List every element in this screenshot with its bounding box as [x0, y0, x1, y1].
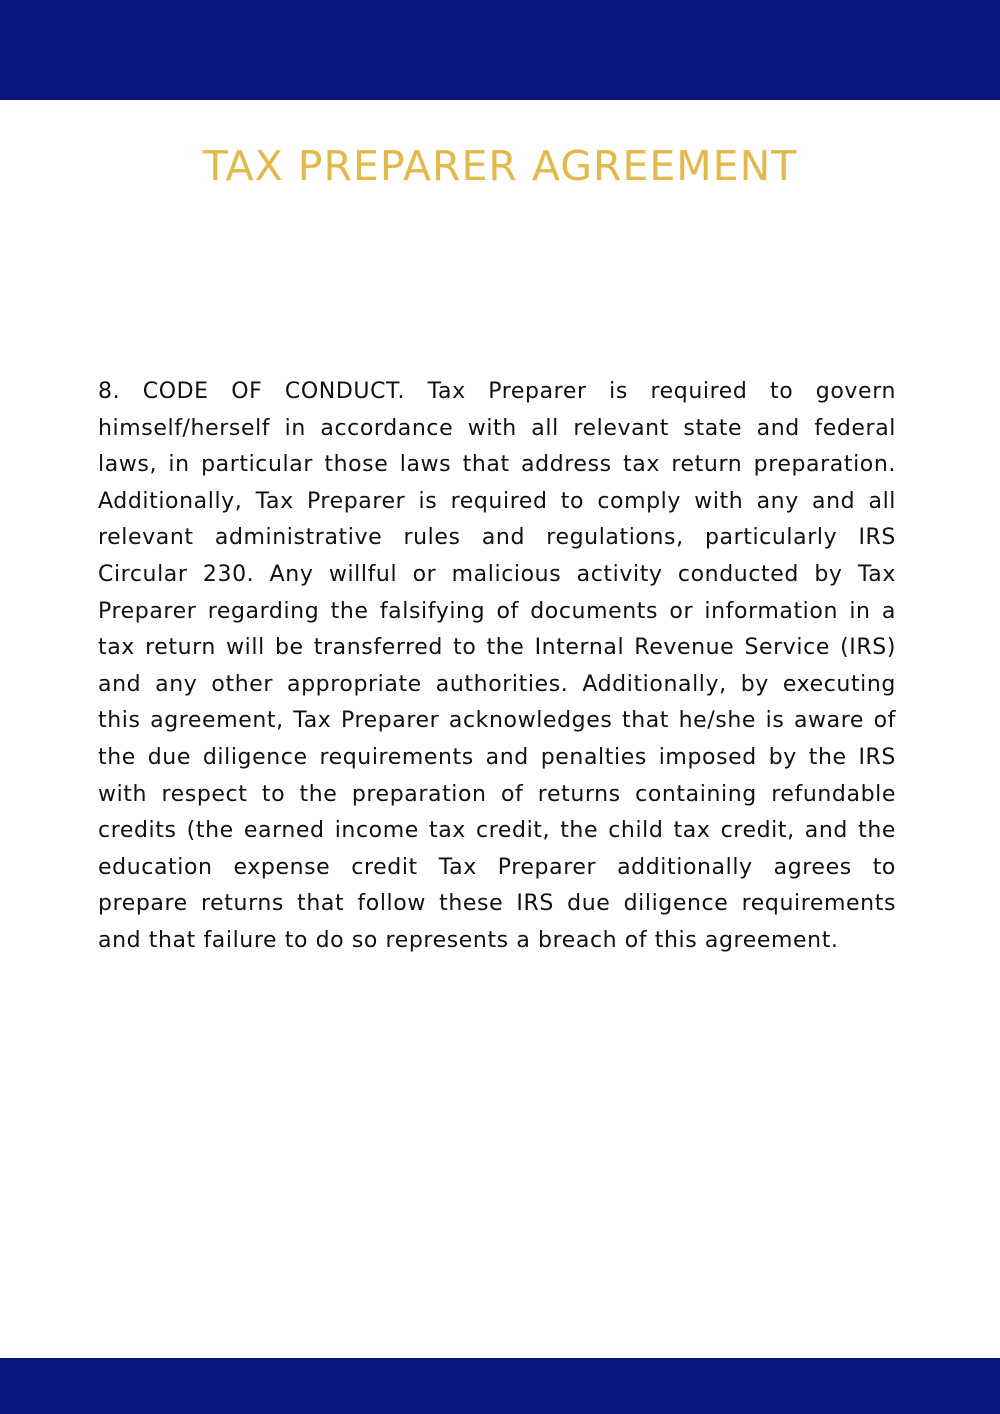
footer-band [0, 1358, 1000, 1414]
code-of-conduct-paragraph: 8. CODE OF CONDUCT. Tax Preparer is required to govern himself/herself in accordance with all relevant state and federal laws, in particular those laws that address tax return preparation. Additionally, Tax Preparer is required to comply with any and all relevant administrative rules and regulations, particularly IRS Circular 230. Any willful or malicious activity conducted by Tax Preparer regarding the falsifying of documents or information in a tax return will be transferred to the Internal Revenue Service (IRS) and any other appropriate authorities. Additionally, by executing this agreement, Tax Preparer acknowledges that he/she is aware of the due diligence requirements and penalties imposed by the IRS with respect to the preparation of returns containing refundable credits (the earned income tax credit, the child tax credit, and the education expense credit Tax Preparer additionally agrees to prepare returns that follow these IRS due diligence requirements and that failure to do so represents a breach of this agreement. [98, 379, 896, 953]
header-band [0, 0, 1000, 100]
document-title: TAX PREPARER AGREEMENT [202, 142, 798, 190]
